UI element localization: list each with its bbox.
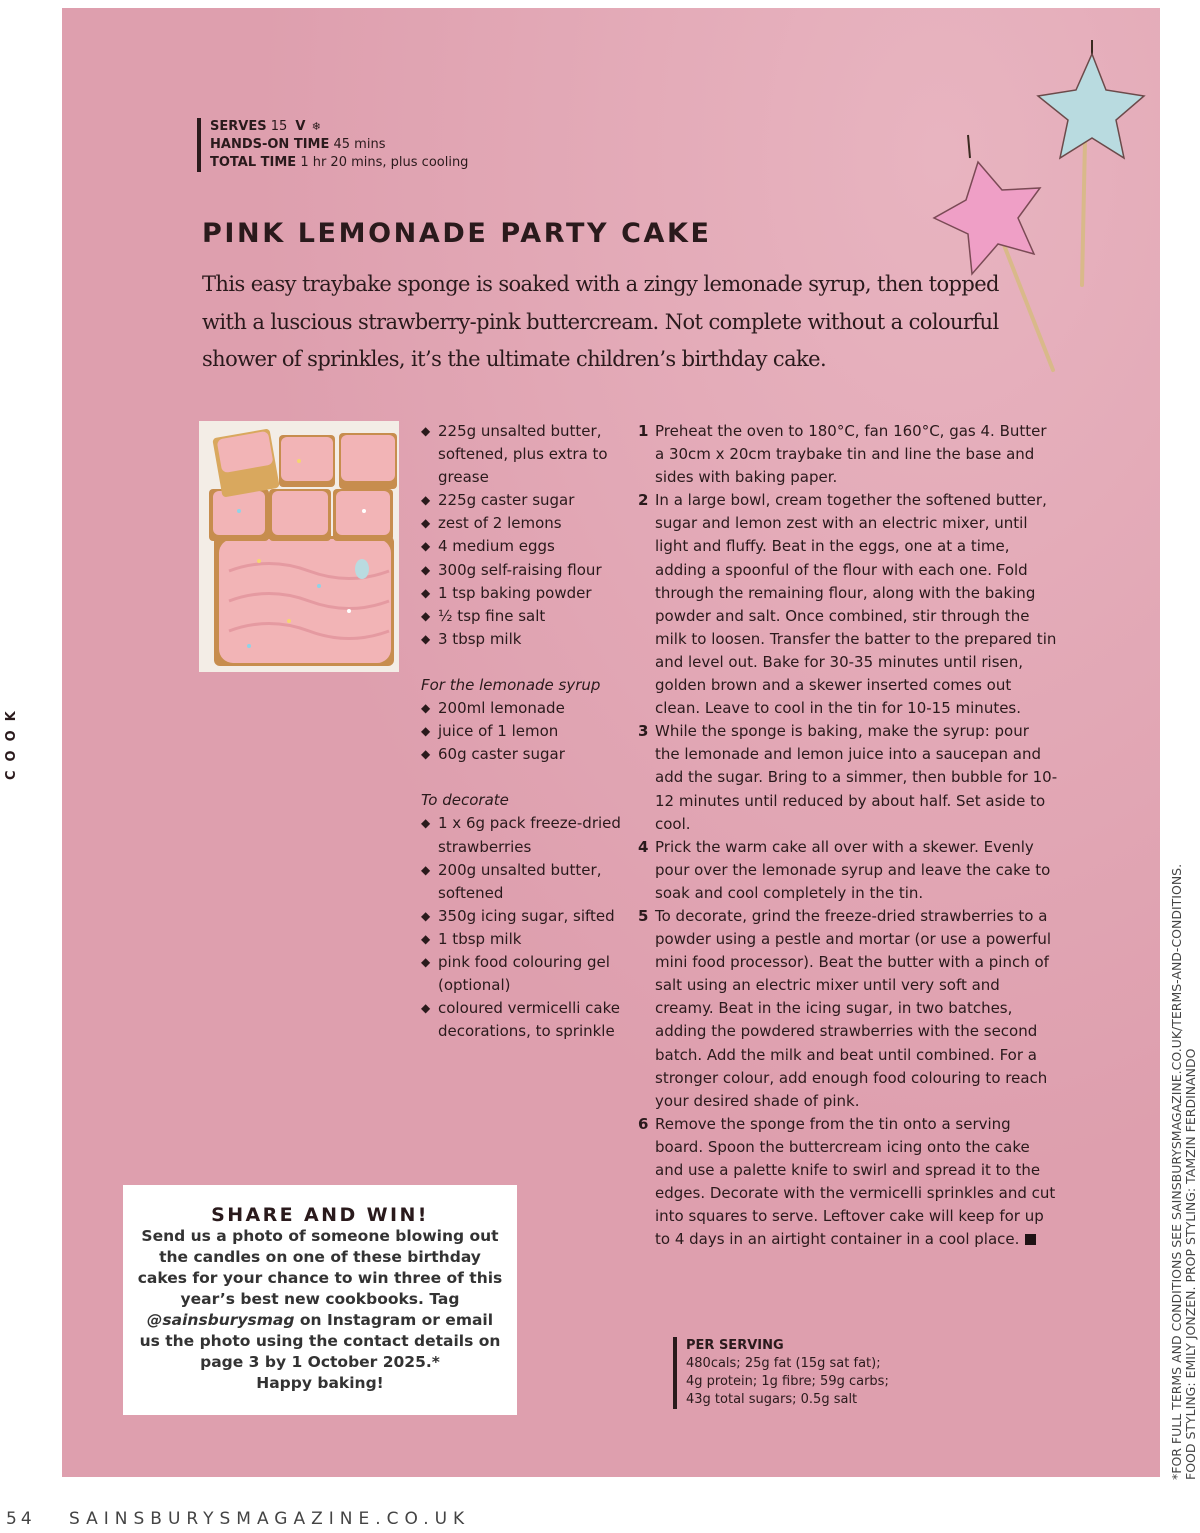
decorate-heading: To decorate [421, 791, 509, 810]
diamond-bullet-icon: ◆ [421, 931, 431, 946]
method-step: 3 While the sponge is baking, make the syrup: pour the lemonade and lemon juice into a saucepan and add the sugar. Bring to a simmer, then bubble for 10-12 minutes until reduced by about half. Set aside to cool. [638, 722, 1058, 833]
share-and-win-box [123, 1185, 517, 1415]
ingredient-item: ◆ 1 tsp baking powder [421, 582, 621, 605]
method-step: 4 Prick the warm cake all over with a skewer. Evenly pour over the lemonade syrup and leave the cake to soak and cool completely in the tin. [638, 837, 1051, 902]
share-signoff: Happy baking! [256, 1374, 384, 1392]
step-number: 4 [638, 837, 649, 856]
ingredients-list [421, 420, 621, 1043]
step-number: 1 [638, 422, 649, 440]
instagram-handle-link[interactable]: @sainsburysmag [146, 1311, 295, 1329]
vegetarian-icon: V [295, 119, 306, 134]
diamond-bullet-icon: ◆ [421, 539, 431, 554]
blue-star-candle-icon [1038, 54, 1144, 158]
ingredient-item: ◆ 225g caster sugar [421, 489, 621, 512]
method-step: 5 To decorate, grind the freeze-dried strawberries to a powder using a pestle and mortar (or use a powerful mini food processor). Beat the butter with a pinch of salt using an electric mixer until very soft and creamy. Beat in the icing sugar, in two batches, adding the powdered strawberries with the second batch. Add the milk and beat until combined. For a stronger colour, add enough food colouring to reach your desired shade of pink. [638, 906, 1052, 1110]
total-time-row: TOTAL TIME 1 hr 20 mins, plus cooling [210, 155, 469, 170]
step-number: 3 [638, 722, 649, 741]
method-step: 1 Preheat the oven to 180°C, fan 160°C, gas 4. Butter a 30cm x 20cm traybake tin and line the base and sides with baking paper. [638, 422, 1047, 487]
end-square-icon [1025, 1234, 1036, 1245]
freezable-snowflake-icon: ❄ [311, 120, 321, 133]
method-steps [638, 420, 1058, 1251]
serves-row: SERVES 15 V ❄ [210, 119, 321, 134]
ingredient-item: ◆ 3 tbsp milk [421, 628, 621, 651]
page-footer [6, 1509, 470, 1529]
recipe-meta [197, 118, 468, 172]
diamond-bullet-icon: ◆ [421, 608, 431, 623]
hands-on-time-row: HANDS-ON TIME 45 mins [210, 137, 386, 152]
decorate-ingredients [421, 812, 621, 1043]
diamond-bullet-icon: ◆ [421, 908, 431, 923]
section-label: COOK [4, 702, 19, 780]
terms-line: *FOR FULL TERMS AND CONDITIONS SEE SAINSBURYSMAGAZINE.CO.UK/TERMS-AND-CONDITIONS. [1169, 863, 1184, 1480]
ingredient-item: ◆ 225g unsalted butter, softened, plus extra to grease [421, 422, 608, 487]
ingredient-item: ◆ 4 medium eggs [421, 535, 621, 558]
step-number: 6 [638, 1114, 649, 1133]
share-heading: SHARE AND WIN! [211, 1204, 429, 1226]
ingredient-item: ◆ pink food colouring gel (optional) [421, 952, 610, 995]
ingredient-item: ◆ zest of 2 lemons [421, 512, 621, 535]
ingredient-item: ◆ coloured vermicelli cake decorations, to sprinkle [421, 999, 620, 1041]
diamond-bullet-icon: ◆ [421, 493, 431, 508]
pink-star-candle-icon [934, 162, 1040, 274]
share-body: Send us a photo of someone blowing out the candles on one of these birthday cakes for your chance to win three of this year’s best new cookbooks. Tag @sainsburysmag on Instagram or email us the photo using the contact details on page 3 by 1 October 2025.* [137, 1227, 503, 1371]
diamond-bullet-icon: ◆ [421, 954, 431, 969]
nutrition-line: 480cals; 25g fat (15g sat fat); [686, 1356, 881, 1371]
diamond-bullet-icon: ◆ [421, 701, 431, 716]
diamond-bullet-icon: ◆ [421, 747, 431, 762]
nutrition-title: PER SERVING [686, 1338, 784, 1353]
method-step: 2 In a large bowl, cream together the softened butter, sugar and lemon zest with an electric mixer, until light and fluffy. Beat in the eggs, one at a time, adding a spoonful of the flour with each one. Fold through the remaining flour, along with the baking powder and salt. Once combined, stir through the milk to loosen. Transfer the batter to the prepared tin and level out. Bake for 30-35 minutes until risen, golden brown and a skewer inserted comes out clean. Leave to cool in the tin for 10-15 minutes. [638, 491, 1057, 718]
ingredient-item: ◆ 300g self-raising flour [421, 559, 621, 582]
diamond-bullet-icon: ◆ [421, 724, 431, 739]
ingredient-item: ◆ 200ml lemonade [421, 697, 621, 720]
recipe-title: PINK LEMONADE PARTY CAKE [202, 218, 712, 249]
syrup-ingredients [421, 697, 621, 766]
recipe-intro: This easy traybake sponge is soaked with a zingy lemonade syrup, then topped with a luscious strawberry-pink buttercream. Not complete without a colourful shower of sprinkles, it’s the ultimate children’s birthday cake. [202, 272, 999, 371]
cake-photo [199, 421, 399, 672]
page-number: 54 [6, 1509, 36, 1529]
diamond-bullet-icon: ◆ [421, 585, 431, 600]
syrup-heading: For the lemonade syrup [421, 675, 601, 694]
ingredient-item: ◆ 1 x 6g pack freeze-dried strawberries [421, 814, 621, 856]
step-number: 5 [638, 906, 649, 925]
nutrition-line: 43g total sugars; 0.5g salt [686, 1392, 858, 1407]
ingredient-item: ◆ 350g icing sugar, sifted [421, 905, 621, 928]
nutrition-line: 4g protein; 1g fibre; 59g carbs; [686, 1374, 889, 1389]
method-step: 6 Remove the sponge from the tin onto a serving board. Spoon the buttercream icing onto the cake and use a palette knife to swirl and spread it to the edges. Decorate with the vermicelli sprinkles and cut into squares to serve. Leftover cake will keep for up to 4 days in an airtight container in a cool place. [638, 1114, 1056, 1249]
step-number: 2 [638, 491, 649, 510]
diamond-bullet-icon: ◆ [421, 562, 431, 577]
credits-text [1170, 790, 1200, 1480]
styling-credits-line: FOOD STYLING: EMILY JONZEN. PROP STYLING: TAMZIN FERDINANDO [1183, 1048, 1198, 1480]
ingredient-item: ◆ ½ tsp fine salt [421, 605, 621, 628]
ingredient-item: ◆ juice of 1 lemon [421, 720, 621, 743]
main-ingredients [421, 420, 621, 651]
nutrition-info [673, 1337, 889, 1409]
diamond-bullet-icon: ◆ [421, 816, 431, 831]
website-link[interactable]: SAINSBURYSMAGAZINE.CO.UK [69, 1509, 471, 1529]
ingredient-item: ◆ 1 tbsp milk [421, 928, 621, 951]
diamond-bullet-icon: ◆ [421, 516, 431, 531]
ingredient-item: ◆ 200g unsalted butter, softened [421, 860, 602, 902]
diamond-bullet-icon: ◆ [421, 1001, 431, 1016]
diamond-bullet-icon: ◆ [421, 862, 431, 877]
diamond-bullet-icon: ◆ [421, 631, 431, 646]
ingredient-item: ◆ 60g caster sugar [421, 743, 621, 766]
diamond-bullet-icon: ◆ [421, 424, 431, 438]
